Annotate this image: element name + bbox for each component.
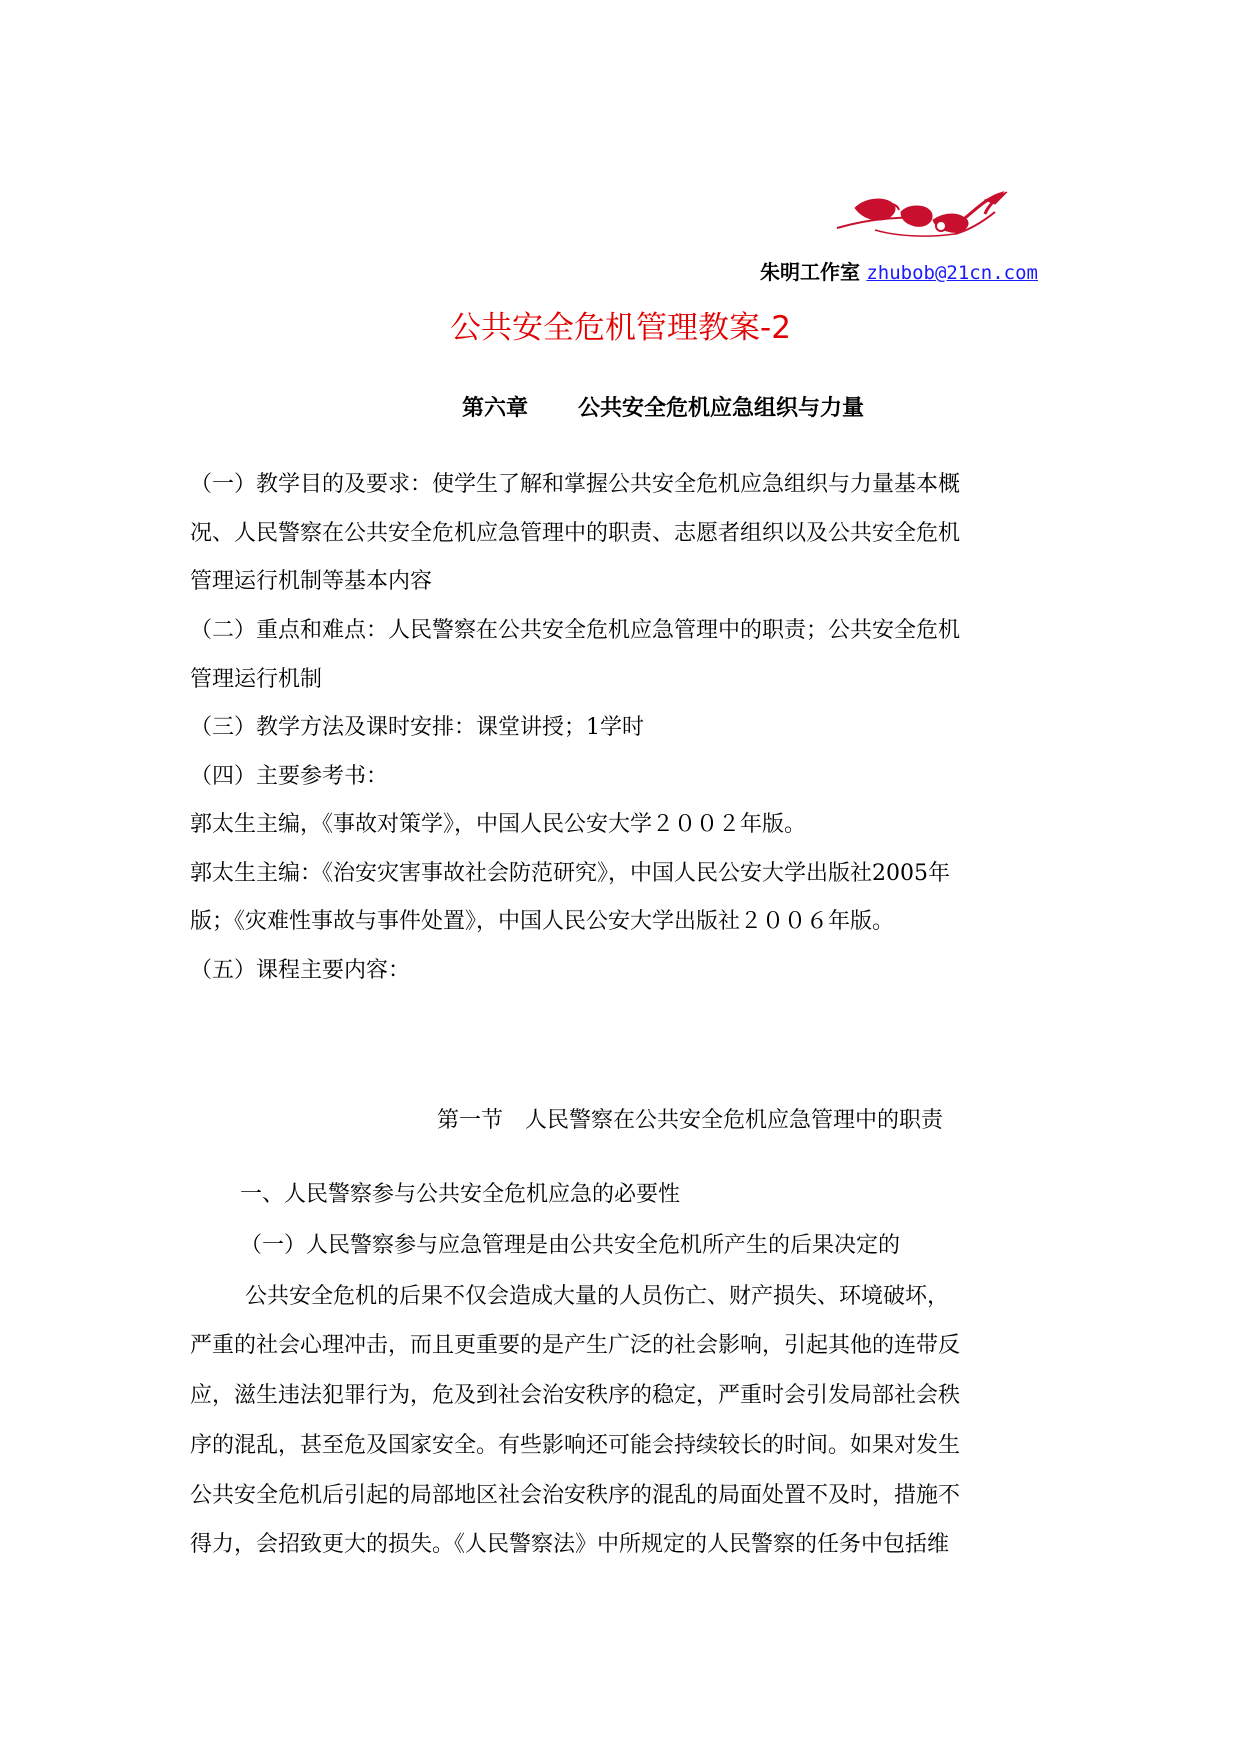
section-heading [437, 1106, 943, 1136]
body-line: 公共安全危机后引起的局部地区社会治安秩序的混乱的局面处置不及时，措施不 [190, 1483, 961, 1508]
body-line: 公共安全危机的后果不仅会造成大量的人员伤亡、财产损失、环境破坏， [245, 1284, 950, 1309]
document-title: 公共安全危机管理教案-2 [450, 310, 791, 346]
intro-line: 管理运行机制 [190, 667, 323, 692]
intro-line: 版；《灾难性事故与事件处置》，中国人民公安大学出版社２００６年版。 [190, 909, 895, 934]
chapter-number: 第六章 [462, 396, 529, 421]
section-name: 人民警察在公共安全危机应急管理中的职责 [525, 1108, 944, 1133]
intro-line: （三）教学方法及课时安排：课堂讲授；1学时 [190, 715, 644, 740]
intro-line: （五）课程主要内容： [190, 958, 411, 983]
chapter-name: 公共安全危机应急组织与力量 [578, 396, 865, 421]
body-line: 序的混乱，甚至危及国家安全。有些影响还可能会持续较长的时间。如果对发生 [190, 1433, 961, 1458]
chapter-heading [462, 394, 864, 424]
intro-line: 况、人民警察在公共安全危机应急管理中的职责、志愿者组织以及公共安全危机 [190, 521, 961, 546]
intro-line: （一）教学目的及要求：使学生了解和掌握公共安全危机应急组织与力量基本概 [190, 472, 961, 497]
studio-logo-icon [835, 190, 1010, 242]
studio-name: 朱明工作室 [760, 260, 860, 284]
intro-line: （四）主要参考书： [190, 764, 389, 789]
subheading-1: 一、人民警察参与公共安全危机应急的必要性 [240, 1182, 681, 1207]
intro-line: 郭太生主编：《治安灾害事故社会防范研究》，中国人民公安大学出版社2005年 [190, 861, 950, 886]
body-line: 严重的社会心理冲击，而且更重要的是产生广泛的社会影响，引起其他的连带反 [190, 1333, 961, 1358]
body-line: 得力，会招致更大的损失。《人民警察法》中所规定的人民警察的任务中包括维 [190, 1532, 950, 1557]
studio-email-link[interactable]: zhubob@21cn.com [866, 262, 1038, 284]
body-line: 应，滋生违法犯罪行为，危及到社会治安秩序的稳定，严重时会引发局部社会秩 [190, 1383, 961, 1408]
intro-line: 郭太生主编，《事故对策学》，中国人民公安大学２００２年版。 [190, 812, 807, 837]
intro-line: （二）重点和难点：人民警察在公共安全危机应急管理中的职责；公共安全危机 [190, 618, 961, 643]
subheading-2: （一）人民警察参与应急管理是由公共安全危机所产生的后果决定的 [240, 1233, 901, 1258]
section-number: 第一节 [437, 1108, 504, 1133]
intro-line: 管理运行机制等基本内容 [190, 569, 433, 594]
studio-header [760, 258, 1038, 287]
